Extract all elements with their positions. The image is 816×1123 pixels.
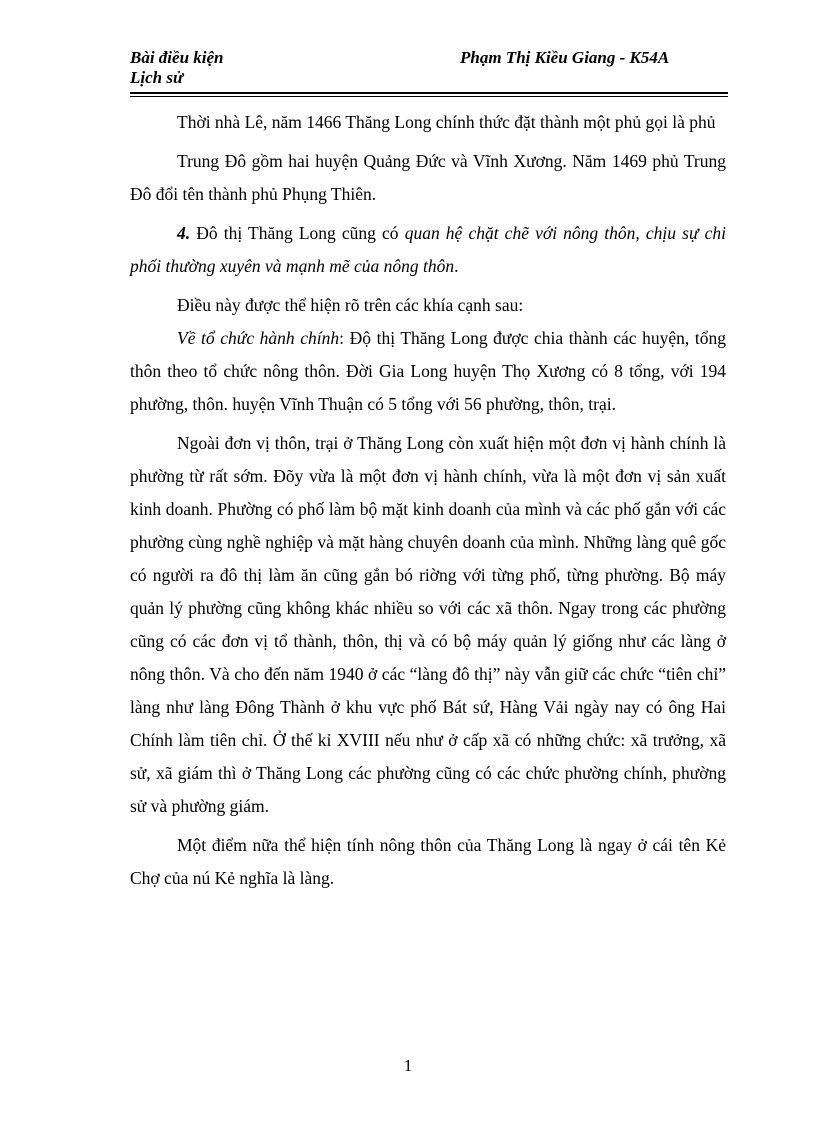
header-left	[130, 48, 224, 88]
header-author: Phạm Thị Kiều Giang - K54A	[460, 48, 670, 67]
paragraph-section-4	[130, 217, 726, 283]
paragraph-italic-text: quan hệ chặt chẽ với nông thôn, chịu sự chi phối thường xuyên và mạnh mẽ của nông thôn	[130, 223, 726, 276]
paragraph-italic-heading: Về tổ chức hành chính	[177, 328, 340, 348]
paragraph-text: Đô thị Thăng Long cũng có	[190, 223, 405, 243]
paragraph: Thời nhà Lê, năm 1466 Thăng Long chính thức đặt thành một phủ gọi là phủ	[177, 112, 716, 132]
page-number: 1	[403, 1056, 413, 1075]
page-header	[130, 48, 728, 94]
paragraph-text: .	[454, 256, 459, 276]
header-subject: Lịch sử	[130, 68, 184, 87]
paragraph: Một điểm nữa thể hiện tính nông thôn của Thăng Long là ngay ở cái tên Kẻ Chợ của nú Kẻ nghĩa là làng.	[130, 835, 726, 888]
header-rule-thin	[130, 96, 728, 97]
paragraph: Trung Đô gồm hai huyện Quảng Đức và Vĩnh Xương. Năm 1469 phủ Trung Đô đổi tên thành phủ Phụng Thiên.	[130, 151, 726, 204]
paragraph: Điều này được thể hiện rõ trên các khía cạnh sau:	[177, 295, 524, 315]
section-number: 4.	[177, 223, 191, 243]
paragraph-administrative	[130, 322, 726, 421]
header-title: Bài điều kiện	[130, 48, 224, 67]
paragraph: Ngoài đơn vị thôn, trại ở Thăng Long còn xuất hiện một đơn vị hành chính là phường từ rất sớm. Đõy vừa là một đơn vị hành chính, vừa là một đơn vị sản xuất kinh doanh. Phường có phố làm bộ mặt kinh doanh của mình và các phố gắn với các phường cùng nghề nghiệp và mặt hàng chuyên doanh của mình. Những làng quê gốc có người ra đô thị làm ăn cũng gắn bó riờng với từng phố, từng phường. Bộ máy quản lý phường cũng không khác nhiều so với các xã thôn. Ngay trong các phường cũng có các đơn vị tổ thành, thôn, thị và có bộ máy quản lý giống như các làng ở nông thôn. Và cho đến năm 1940 ở các “làng đô thị” này vẫn giữ các chức “tiên chỉ” làng như làng Đông Thành ở khu vực phố Bát sứ, Hàng Vải ngày nay có ông Hai Chính làm tiên chỉ. Ở thế kỉ XVIII nếu như ở cấp xã có những chức: xã trưởng, xã sử, xã giám thì ở Thăng Long các phường cũng có các chức phường chính, phường sử và phường giám.	[130, 433, 726, 816]
header-rule	[130, 92, 728, 94]
paragraph-text: : Độ thị Thăng Long được chia thành các huyện, tổng thôn theo tổ chức nông thôn. Đời Gia Long huyện Thọ Xương có 8 tổng, với 194 phường, thôn. huyện Vĩnh Thuận có 5 tổng với 56 phường, thôn, trại.	[130, 328, 726, 414]
document-body	[130, 106, 726, 895]
